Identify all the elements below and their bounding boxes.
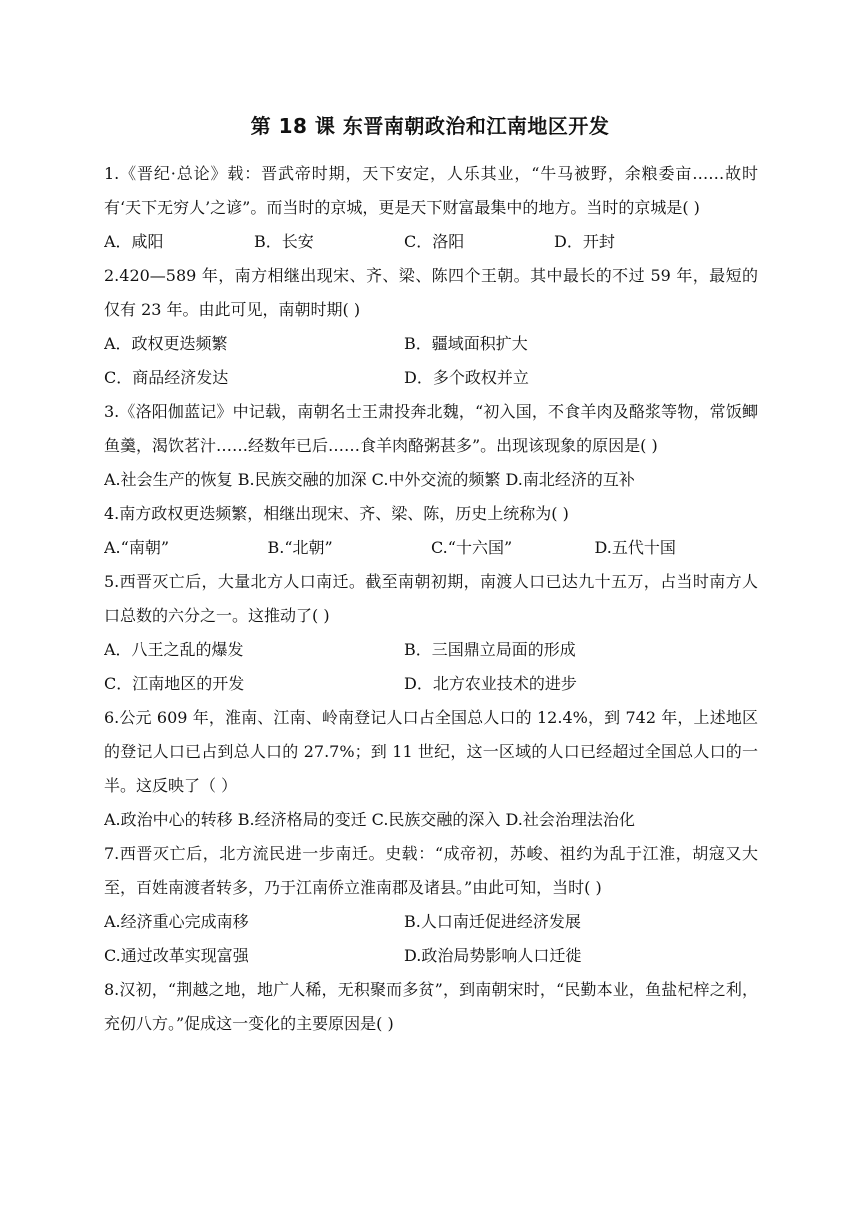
option-d: D．多个政权并立 <box>404 368 529 387</box>
question-1-options <box>104 225 758 259</box>
question-6-stem: 6.公元 609 年，淮南、江南、岭南登记人口占全国总人口的 12.4%，到 742 年，上述地区的登记人口已占到总人口的 27.7%；到 11 世纪，这一区域的人口已经超过全国总人口的一半。这反映了（ ） <box>104 708 758 795</box>
option-b: B．疆域面积扩大 <box>404 334 528 353</box>
question-2-stem: 2.420—589 年，南方相继出现宋、齐、梁、陈四个王朝。其中最长的不过 59 年，最短的仅有 23 年。由此可见，南朝时期( ) <box>104 266 758 319</box>
question-4-stem: 4.南方政权更迭频繁，相继出现宋、齐、梁、陈，历史上统称为( ) <box>104 504 569 523</box>
option-d: D．开封 <box>554 232 615 251</box>
option-d: D.五代十国 <box>594 538 676 557</box>
option-a: A.“南朝” <box>104 538 170 557</box>
option-c: C．江南地区的开发 <box>104 674 245 693</box>
question-7-options-row2 <box>104 939 758 973</box>
question-2-options-row2 <box>104 361 758 395</box>
option-b: B．长安 <box>254 232 314 251</box>
option-c: C.“十六国” <box>431 538 513 557</box>
question-1-stem: 1.《晋纪·总论》载：晋武帝时期，天下安定，人乐其业，“牛马被野，余粮委亩……故时有‘天下无穷人’之谚”。而当时的京城，更是天下财富最集中的地方。当时的京城是( ) <box>104 164 758 217</box>
option-b: B.“北朝” <box>267 538 333 557</box>
option-c: C.通过改革实现富强 <box>104 946 249 965</box>
question-5-options-row2 <box>104 667 758 701</box>
question-8-stem: 8.汉初，“荆越之地，地广人稀，无积聚而多贫”，到南朝宋时，“民勤本业，鱼盐杞梓之利，充仞八方。”促成这一变化的主要原因是( ) <box>104 980 758 1033</box>
question-3-options: A.社会生产的恢复 B.民族交融的加深 C.中外交流的频繁 D.南北经济的互补 <box>104 470 635 489</box>
option-b: B．三国鼎立局面的形成 <box>404 640 576 659</box>
option-c: C．洛阳 <box>404 232 465 251</box>
question-6-options: A.政治中心的转移 B.经济格局的变迁 C.民族交融的深入 D.社会治理法治化 <box>104 810 635 829</box>
option-c: C．商品经济发达 <box>104 368 229 387</box>
question-7-stem: 7.西晋灭亡后，北方流民进一步南迁。史载：“成帝初，苏峻、祖约为乱于江淮，胡寇又大至，百姓南渡者转多，乃于江南侨立淮南郡及诸县。”由此可知，当时( ) <box>104 844 758 897</box>
option-d: D．北方农业技术的进步 <box>404 674 577 693</box>
question-3-stem: 3.《洛阳伽蓝记》中记载，南朝名士王肃投奔北魏，“初入国，不食羊肉及酪浆等物，常饭鲫鱼羹，渴饮茗汁……经数年已后……食羊肉酪粥甚多”。出现该现象的原因是( ) <box>104 402 758 455</box>
option-a: A.经济重心完成南移 <box>104 912 249 931</box>
option-a: A．咸阳 <box>104 232 164 251</box>
question-5-options-row1 <box>104 633 758 667</box>
question-5-stem: 5.西晋灭亡后，大量北方人口南迁。截至南朝初期，南渡人口已达九十五万，占当时南方人口总数的六分之一。这推动了( ) <box>104 572 758 625</box>
page-title: 第 18 课 东晋南朝政治和江南地区开发 <box>250 114 610 138</box>
option-a: A．八王之乱的爆发 <box>104 640 244 659</box>
option-d: D.政治局势影响人口迁徙 <box>404 946 582 965</box>
question-list <box>104 157 758 1041</box>
option-a: A．政权更迭频繁 <box>104 334 228 353</box>
question-2-options-row1 <box>104 327 758 361</box>
option-b: B.人口南迁促进经济发展 <box>404 912 581 931</box>
question-7-options-row1 <box>104 905 758 939</box>
question-4-options <box>104 531 758 565</box>
